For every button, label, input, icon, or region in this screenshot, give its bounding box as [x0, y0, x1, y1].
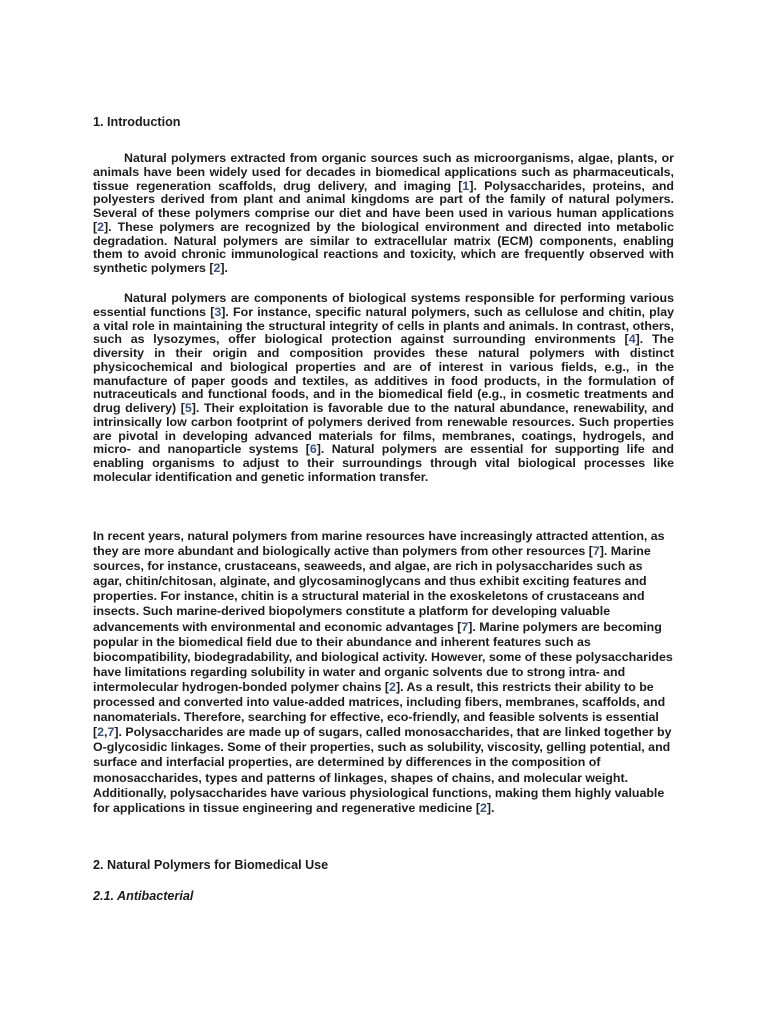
section-heading-natural-polymers: 2. Natural Polymers for Biomedical Use: [93, 858, 329, 872]
citation-link[interactable]: 1: [462, 178, 470, 193]
citation-link[interactable]: 6: [309, 442, 317, 457]
paragraph-2: [93, 292, 674, 485]
citation-link[interactable]: 3: [214, 304, 222, 319]
citation-link[interactable]: 4: [628, 332, 636, 347]
section-heading-introduction: 1. Introduction: [93, 115, 181, 129]
text-run: ]. Their exploitation is favorable due to the natural abundance, renewability, and intrinsically low carbon footprint of polymers derived from renewable resources. Such properties are pivotal in developing advanced materials for films, membranes, coatings, hydrogels, and micro- and nanoparticle systems [: [93, 401, 674, 457]
citation-link[interactable]: 2: [213, 261, 221, 275]
citation-link[interactable]: 2: [479, 800, 487, 815]
citation-link[interactable]: 2: [97, 219, 105, 234]
text-run: ].: [486, 800, 495, 815]
text-run: ]. Marine polymers are becoming popular in the biomedical field due to their abundance and inherent features such as biocompatibility, biodegradability, and biological activity. However, some of these polysaccharides have limitations regarding solubility in water and organic solvents due to strong intra- and intermolecular hydrogen-bonded polymer chains [: [93, 619, 673, 694]
text-run: Natural polymers are components of biological systems responsible for performing various essential functions [: [93, 291, 674, 319]
text-run: ]. Marine sources, for instance, crustaceans, seaweeds, and algae, are rich in polysaccharides such as agar, chitin/chitosan, alginate, and glycosaminoglycans and thus exhibit exciting features and properties. For instance, chitin is a structural material in the exoskeletons of crustaceans and insects. Such marine-derived biopolymers constitute a platform for developing valuable advancements with environmental and economic advantages [: [93, 544, 651, 634]
text-run: ]. Polysaccharides are made up of sugars, called monosaccharides, that are linked together by O-glycosidic linkages. Some of their properties, such as solubility, viscosity, gelling potential, and surface and interfacial properties, are determined by differences in the composition of monosaccharides, types and patterns of linkages, shapes of chains, and molecular weight. Additionally, polysaccharides have various physiological functions, making them highly valuable for applications in tissue engineering and regenerative medicine [: [93, 725, 672, 815]
paragraph-1: [93, 152, 674, 276]
citation-link[interactable]: 7: [592, 544, 600, 559]
text-run: ]. These polymers are recognized by the biological environment and directed into metabolic degradation. Natural polymers are similar to extracellular matrix (ECM) components, enabling them to avoid chronic immunological reactions and toxicity, which are frequently observed with synthetic polymers [: [93, 219, 674, 275]
subsection-heading-antibacterial: 2.1. Antibacterial: [93, 889, 194, 903]
text-run: ]. Natural polymers are essential for supporting life and enabling organisms to adjust to their surroundings through vital biological processes like molecular identification and genetic information transfer.: [93, 442, 674, 484]
citation-link[interactable]: 2: [97, 725, 105, 740]
text-run: ]. The diversity in their origin and composition provides these natural polymers with distinct physicochemical and biological properties and are of interest in various fields, e.g., in the manufacture of paper goods and textiles, as additives in food products, in the formulation of nutraceuticals and functional foods, and in the biomedical field (e.g., in cosmetic treatments and drug delivery) [: [93, 332, 674, 415]
citation-link[interactable]: 7: [461, 619, 469, 634]
paragraph-3: [93, 529, 674, 816]
citation-link[interactable]: 2: [389, 679, 396, 694]
text-run: In recent years, natural polymers from marine resources have increasingly attracted attention, as they are more abundant and biologically active than polymers from other resources [: [93, 529, 665, 559]
text-run: ]. As a result, this restricts their ability to be processed and converted into value-added matrices, including fibers, membranes, scaffolds, and nanomaterials. Therefore, searching for effective, eco-friendly, and feasible solvents is essential [: [93, 679, 666, 740]
text-run: ]. For instance, specific natural polymers, such as cellulose and chitin, play a vital role in maintaining the structural integrity of cells in plants and animals. In contrast, others, such as lysozymes, offer biological protection against surrounding environments [: [93, 304, 674, 347]
text-run: ].: [220, 261, 228, 275]
text-run: ,: [104, 725, 108, 740]
citation-link[interactable]: 5: [184, 401, 192, 415]
text-run: ]. Polysaccharides, proteins, and polyesters derived from plant and animal kingdoms are part of the family of natural polymers. Several of these polymers comprise our diet and have been used in various human applications [: [93, 178, 674, 234]
text-run: Natural polymers extracted from organic sources such as microorganisms, algae, plants, or animals have been widely used for decades in biomedical applications such as pharmaceuticals, tissue regeneration scaffolds, drug delivery, and imaging [: [93, 151, 674, 193]
citation-link[interactable]: 7: [107, 725, 115, 740]
